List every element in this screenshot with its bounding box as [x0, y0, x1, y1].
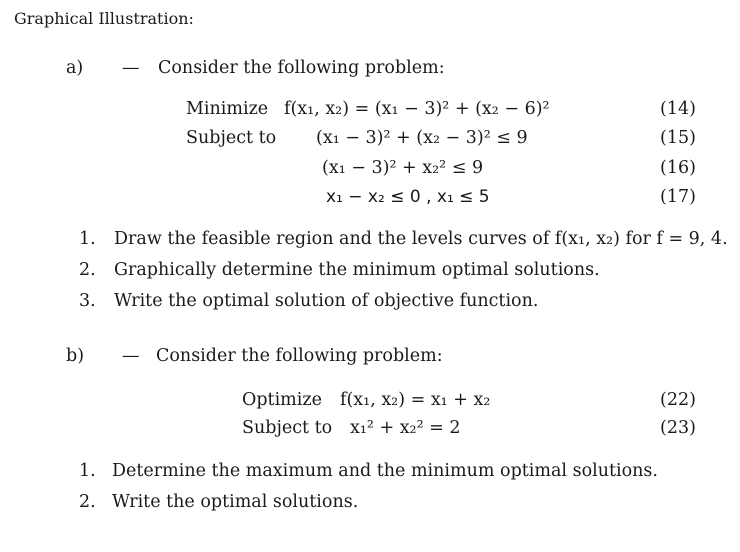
part-b-item-text: Determine the maximum and the minimum optimal solutions.: [112, 461, 658, 481]
part-b-item-text: Write the optimal solutions.: [112, 492, 359, 512]
part-a-keyword-minimize: Minimize: [186, 99, 269, 119]
page-title: Graphical Illustration:: [14, 9, 194, 28]
part-a-item-number: 2.: [79, 260, 96, 280]
part-b-dash: —: [122, 346, 140, 366]
part-b-intro: Consider the following problem:: [156, 346, 443, 366]
part-b-objective: f(x₁, x₂) = x₁ + x₂: [340, 390, 491, 410]
part-a-label: a): [66, 58, 84, 78]
part-a-keyword-subject-to: Subject to: [186, 128, 277, 148]
part-a-constraint-15: (x₁ − 3)² + (x₂ − 3)² ≤ 9: [316, 128, 528, 148]
part-a-constraint-17: x₁ − x₂ ≤ 0 , x₁ ≤ 5: [326, 187, 490, 207]
eq-number-22: (22): [660, 390, 696, 410]
eq-number-16: (16): [660, 158, 696, 178]
part-a-item-text: Write the optimal solution of objective function.: [114, 291, 539, 311]
part-b-item-number: 1.: [79, 461, 96, 481]
eq-number-17: (17): [660, 187, 696, 207]
part-a-item-number: 3.: [79, 291, 96, 311]
part-b-item-number: 2.: [79, 492, 96, 512]
part-b-constraint-23: x₁² + x₂² = 2: [350, 418, 461, 438]
part-b-keyword-optimize: Optimize: [242, 390, 322, 410]
eq-number-14: (14): [660, 99, 696, 119]
part-a-item-text: Draw the feasible region and the levels curves of f(x₁, x₂) for f = 9, 4.: [114, 229, 728, 249]
eq-number-23: (23): [660, 418, 696, 438]
part-b-label: b): [66, 346, 85, 366]
part-a-intro: Consider the following problem:: [158, 58, 445, 78]
part-a-item-number: 1.: [79, 229, 96, 249]
part-a-constraint-16: (x₁ − 3)² + x₂² ≤ 9: [322, 158, 484, 178]
eq-number-15: (15): [660, 128, 696, 148]
part-a-objective: f(x₁, x₂) = (x₁ − 3)² + (x₂ − 6)²: [284, 99, 550, 119]
part-b-keyword-subject-to: Subject to: [242, 418, 333, 438]
part-a-dash: —: [122, 58, 140, 78]
part-a-item-text: Graphically determine the minimum optimal solutions.: [114, 260, 600, 280]
